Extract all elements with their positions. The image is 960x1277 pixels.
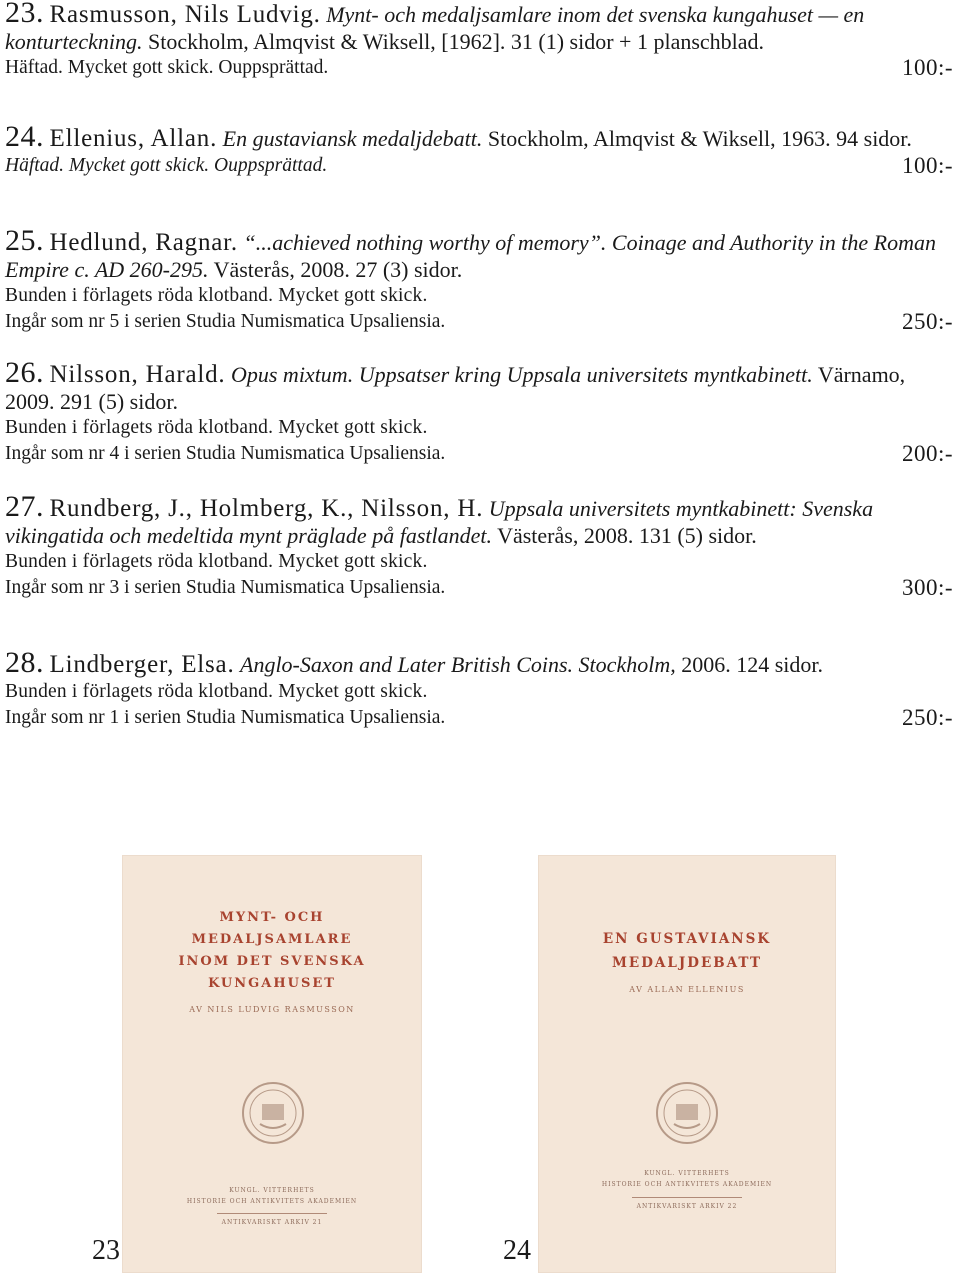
entry-publication: Västerås, 2008. 131 (5) sidor. <box>497 522 757 548</box>
entry-heading <box>5 356 953 415</box>
entry-heading <box>5 0 953 55</box>
entry-publication: 2006. 124 sidor. <box>681 652 823 677</box>
entry-condition-line <box>5 153 953 179</box>
entry-title: Anglo-Saxon and Later British Coins. Stockholm, <box>240 652 676 677</box>
entry-series-line <box>5 575 953 601</box>
entry-heading <box>5 646 953 679</box>
entry-condition: Bunden i förlagets röda klotband. Mycket gott skick. <box>5 680 428 702</box>
catalog-entry-25 <box>5 224 953 335</box>
cover-rule <box>217 1213 327 1214</box>
entry-author: Rundberg, J., Holmberg, K., Nilsson, H. <box>49 495 484 522</box>
entry-publication: Västerås, 2008. 27 (3) sidor. <box>213 256 463 282</box>
entry-author: Nilsson, Harald. <box>49 361 226 388</box>
entry-price: 250:- <box>901 704 953 730</box>
entry-number: 25. <box>5 224 44 257</box>
entry-title: “...achieved nothing worthy of memory”. Coinage and Authority in the Roman Empire c. AD 260-295. <box>5 230 936 282</box>
entry-number: 27. <box>5 490 44 523</box>
cover-publisher-line: HISTORIE OCH ANTIKVITETS AKADEMIEN <box>186 1198 358 1205</box>
entry-publication: Stockholm, Almqvist & Wiksell, [1962]. 31 (1) sidor + 1 planschblad. <box>147 28 765 54</box>
catalog-entry-24 <box>5 120 953 179</box>
entry-condition: Bunden i förlagets röda klotband. Mycket gott skick. <box>5 285 428 306</box>
entry-series: Ingår som nr 3 i serien Studia Numismatica Upsaliensia. <box>5 577 446 598</box>
cover-rule <box>632 1197 742 1198</box>
entry-heading <box>5 120 953 153</box>
academy-seal-icon <box>240 1080 306 1146</box>
entry-number: 26. <box>5 356 44 389</box>
catalog-entry-27 <box>5 490 953 601</box>
entry-price: 300:- <box>901 575 953 600</box>
entry-number: 28. <box>5 646 44 679</box>
cover-series: ANTIKVARISKT ARKIV 22 <box>636 1203 738 1210</box>
entry-author: Rasmusson, Nils Ludvig. <box>49 1 321 28</box>
entry-title: Uppsala universitets myntkabinett: Svenska vikingatida och medeltida mynt präglade på fastlandet. <box>5 496 874 548</box>
catalog-entry-26 <box>5 356 953 467</box>
entry-title: Opus mixtum. Uppsatser kring Uppsala universitets myntkabinett. <box>230 362 813 387</box>
cover-title-line: MEDALJSAMLARE <box>191 932 353 947</box>
entry-title: Mynt- och medaljsamlare inom det svenska kungahuset — en konturteckning. <box>5 2 865 54</box>
entry-series: Ingår som nr 1 i serien Studia Numismatica Upsaliensia. <box>5 706 446 728</box>
entry-number: 23. <box>5 0 44 29</box>
cover-publisher-line: KUNGL. VITTERHETS <box>229 1187 315 1194</box>
entry-price: 100:- <box>901 152 953 178</box>
figure-number: 24 <box>503 1235 531 1266</box>
entry-condition: Bunden i förlagets röda klotband. Mycket gott skick. <box>5 417 428 438</box>
entry-number: 24. <box>5 120 44 153</box>
cover-title-line: MEDALJDEBATT <box>611 955 763 971</box>
entry-publication: Värnamo, 2009. 291 (5) sidor. <box>5 362 906 414</box>
cover-author: AV ALLAN ELLENIUS <box>629 985 745 994</box>
cover-publisher-line: KUNGL. VITTERHETS <box>644 1170 730 1177</box>
cover-series: ANTIKVARISKT ARKIV 21 <box>221 1219 323 1226</box>
academy-seal-icon <box>654 1080 720 1146</box>
entry-heading <box>5 490 953 549</box>
catalog-entry-28 <box>5 646 953 731</box>
entry-heading <box>5 224 953 283</box>
entry-series-line <box>5 309 953 335</box>
entry-condition: Häftad. Mycket gott skick. Ouppsprättad. <box>5 154 328 176</box>
cover-title-line: MYNT- OCH <box>219 910 325 925</box>
entry-series: Ingår som nr 4 i serien Studia Numismatica Upsaliensia. <box>5 443 446 464</box>
entry-author: Hedlund, Ragnar. <box>49 229 238 256</box>
cover-title-line: INOM DET SVENSKA <box>178 954 366 969</box>
book-cover-24 <box>538 855 836 1273</box>
book-cover-23 <box>122 855 422 1273</box>
entry-publication: Stockholm, Almqvist & Wiksell, 1963. 94 sidor. <box>487 126 912 151</box>
entry-condition-line <box>5 55 953 81</box>
entry-price: 250:- <box>901 309 953 334</box>
entry-condition: Bunden i förlagets röda klotband. Mycket gott skick. <box>5 551 428 572</box>
entry-series: Ingår som nr 5 i serien Studia Numismatica Upsaliensia. <box>5 311 446 332</box>
entry-price: 200:- <box>901 441 953 466</box>
catalog-entry-23 <box>5 0 953 81</box>
cover-publisher-line: HISTORIE OCH ANTIKVITETS AKADEMIEN <box>601 1181 773 1188</box>
entry-condition: Häftad. Mycket gott skick. Ouppsprättad. <box>5 57 329 78</box>
cover-title-line: KUNGAHUSET <box>208 976 336 991</box>
entry-series-line <box>5 705 953 731</box>
entry-price: 100:- <box>901 55 953 80</box>
cover-title-line: EN GUSTAVIANSK <box>602 931 772 947</box>
entry-author: Ellenius, Allan. <box>49 125 218 152</box>
cover-author: AV NILS LUDVIG RASMUSSON <box>189 1005 355 1014</box>
entry-title: En gustaviansk medaljdebatt. <box>222 126 483 151</box>
entry-series-line <box>5 441 953 467</box>
figure-number: 23 <box>92 1235 120 1266</box>
entry-author: Lindberger, Elsa. <box>49 651 235 678</box>
